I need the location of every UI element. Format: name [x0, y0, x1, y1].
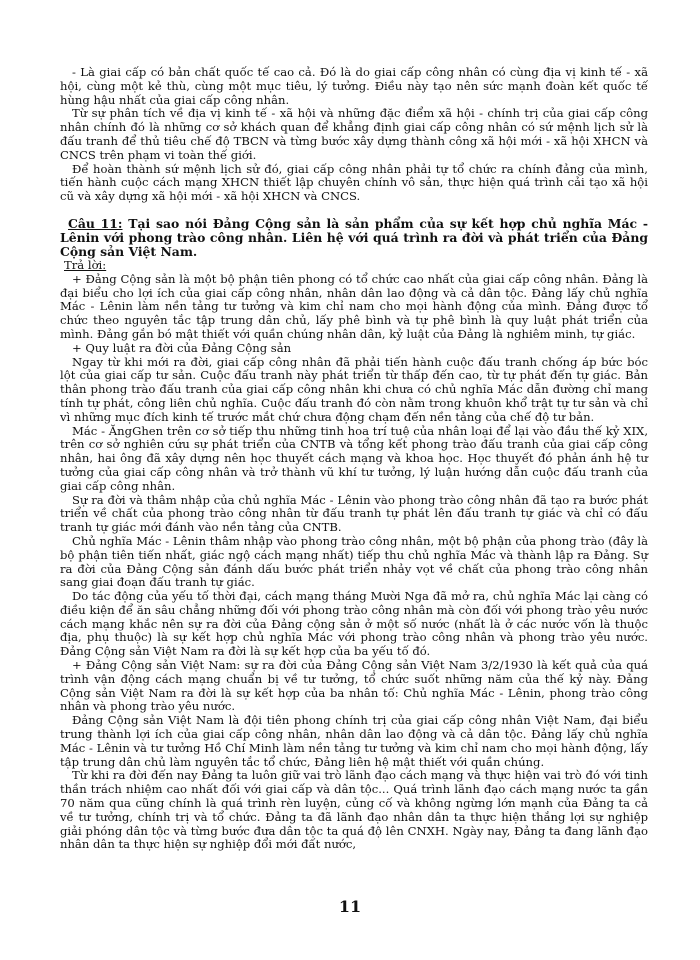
body-paragraph: Do tác động của yếu tố thời đại, cách mạng tháng Mười Nga đã mở ra, chủ nghĩa Mác lại càng có điều kiện để ăn sâu chẳng những đối với phong trào công nhân mà còn đối với phong trào yêu nước cách mạng khắc nên sự ra đời của Đảng cộng sản ở một số nước (nhất là ở các nước vốn là thuộc địa, phụ thuộc) là sự kết hợp chủ nghĩa Mác với phong trào công nhân và phong trào yêu nước. Đảng Cộng sản Việt Nam ra đời là sự kết hợp của ba yếu tố đó.: [60, 589, 648, 659]
question-text: Tại sao nói Đảng Cộng sản là sản phẩm của sự kết hợp chủ nghĩa Mác - Lênin với phong trào công nhân. Liên hệ với quá trình ra đời và phát triển của Đảng Cộng sản Việt Nam.: [60, 215, 648, 259]
body-paragraph: + Quy luật ra đời của Đảng Cộng sản: [72, 340, 292, 355]
intro-section: [60, 66, 648, 204]
question-label: Câu 11:: [68, 215, 123, 231]
body-paragraph: Chủ nghĩa Mác - Lênin thâm nhập vào phong trào công nhân, một bộ phận của phong trào (đây là bộ phận tiên tiến nhất, giác ngộ cách mạng nhất) tiếp thu chủ nghĩa Mác và thành lập ra Đảng. Sự ra đời của Đảng Cộng sản đánh dấu bước phát triển nhảy vọt về chất của phong trào công nhân sang giai đoạn đấu tranh tự giác.: [60, 533, 648, 590]
document-page: [60, 66, 648, 852]
answer-body: [60, 273, 648, 852]
intro-paragraph: Từ sự phân tích về địa vị kinh tế - xã hội và những đặc điểm xã hội - chính trị của giai cấp công nhân chính đó là những cơ sở khách quan để khẳng định giai cấp công nhân có sứ mệnh lịch sử là đấu tranh để thủ tiêu chế độ TBCN và từng bước xây dựng thành công xã hội mới - xã hội XHCN và CNCS trên phạm vi toàn thế giới.: [60, 106, 648, 162]
body-paragraph: + Đảng Cộng sản Việt Nam: sự ra đời của Đảng Cộng sản Việt Nam 3/2/1930 là kết quả của quá trình vận động cách mạng chuẩn bị về tư tưởng, tổ chức suốt những năm của thế kỷ này. Đảng Cộng sản Việt Nam ra đời là sự kết hợp của ba nhân tố: Chủ nghĩa Mác - Lênin, phong trào công nhân và phong trào yêu nước.: [60, 658, 648, 714]
intro-paragraph: Để hoàn thành sứ mệnh lịch sử đó, giai cấp công nhân phải tự tổ chức ra chính đảng của mình, tiến hành cuộc cách mạng XHCN thiết lập chuyên chính vô sản, thực hiện quá trình cải tạo xã hội cũ và xây dựng xã hội mới - xã hội XHCN và CNCS.: [60, 161, 648, 204]
body-paragraph: Mác - ĂngGhen trên cơ sở tiếp thu những tinh hoa trí tuệ của nhân loại để lại vào đầu thế kỷ XIX, trên cơ sở nghiên cứu sự phát triển của CNTB và tổng kết phong trào đấu tranh của giai cấp công nhân, hai ông đã xây dựng nên học thuyết cách mạng và khoa học. Học thuyết đó phản ánh hệ tư tưởng của giai cấp công nhân và trở thành vũ khí tư tưởng, lý luận hướng dẫn cuộc đấu tranh của giai cấp công nhân.: [60, 423, 648, 493]
page-number: 11: [338, 897, 362, 916]
body-paragraph: Từ khi ra đời đến nay Đảng ta luôn giữ vai trò lãnh đạo cách mạng và thực hiện vai trò đó với tinh thần trách nhiệm cao nhất đối với giai cấp và dân tộc... Quá trình lãnh đạo cách mạng nước ta gần 70 năm qua cũng chính là quá trình rèn luyện, củng cố và không ngừng lớn mạnh của Đảng ta cả về tư tưởng, chính trị và tổ chức. Đảng ta đã lãnh đạo nhân dân ta thực hiện thắng lợi sự nghiệp giải phóng dân tộc và từng bước đưa dân tộc ta quá độ lên CNXH. Ngày nay, Đảng ta đang lãnh đạo nhân dân ta thực hiện sự nghiệp đổi mới đất nước,: [60, 768, 648, 852]
question-heading: [60, 217, 648, 259]
intro-paragraph: - Là giai cấp có bản chất quốc tế cao cả. Đó là do giai cấp công nhân có cùng địa vị kinh tế - xã hội, cùng một kẻ thù, cùng một mục tiêu, lý tưởng. Điều này tạo nên sức mạnh đoàn kết quốc tế hùng hậu nhất của giai cấp công nhân.: [60, 65, 648, 107]
body-paragraph: + Đảng Cộng sản là một bộ phận tiên phong có tổ chức cao nhất của giai cấp công nhân. Đảng là đại biểu cho lợi ích của giai cấp công nhân, nhân dân lao động và cả dân tộc. Đảng lấy chủ nghĩa Mác - Lênin làm nền tảng tư tưởng và kim chỉ nam cho mọi hành động của mình. Đảng được tổ chức theo nguyên tắc tập trung dân chủ, lấy phê bình và tự phê bình là quy luật phát triển của mình. Đảng gắn bó mật thiết với quần chúng nhân dân, kỷ luật của Đảng là nghiêm minh, tự giác.: [60, 271, 648, 341]
answer-label: Trả lời:: [64, 257, 107, 272]
body-paragraph: Sự ra đời và thâm nhập của chủ nghĩa Mác - Lênin vào phong trào công nhân đã tạo ra bước phát triển về chất của phong trào công nhân từ đấu tranh tự phát lên đấu tranh tự giác và chỉ có đấu tranh tự giác mới đánh vào nền tảng của CNTB.: [60, 492, 648, 535]
body-paragraph: Đảng Cộng sản Việt Nam là đội tiên phong chính trị của giai cấp công nhân Việt Nam, đại biểu trung thành lợi ích của giai cấp công nhân, nhân dân lao động và cả dân tộc. Đảng lấy chủ nghĩa Mác - Lênin và tư tưởng Hồ Chí Minh làm nền tảng tư tưởng và kim chỉ nam cho mọi hành động, lấy tập trung dân chủ làm nguyên tắc tổ chức, Đảng liên hệ mật thiết với quần chúng.: [60, 713, 648, 769]
body-paragraph: Ngay từ khi mới ra đời, giai cấp công nhân đã phải tiến hành cuộc đấu tranh chống áp bức bóc lột của giai cấp tư sản. Cuộc đấu tranh này phát triển từ thấp đến cao, từ tự phát đến tự giác. Bản thân phong trào đấu tranh của giai cấp công nhân khi chưa có chủ nghĩa Mác dẫn đường chỉ mang tính tự phát, công liên chủ nghĩa. Cuộc đấu tranh đó còn nằm trong khuôn khổ trật tự tư sản và chỉ vì những mục đích kinh tế trước mắt chứ chưa động chạm đến nền tảng của chế độ tư bản.: [60, 354, 648, 424]
